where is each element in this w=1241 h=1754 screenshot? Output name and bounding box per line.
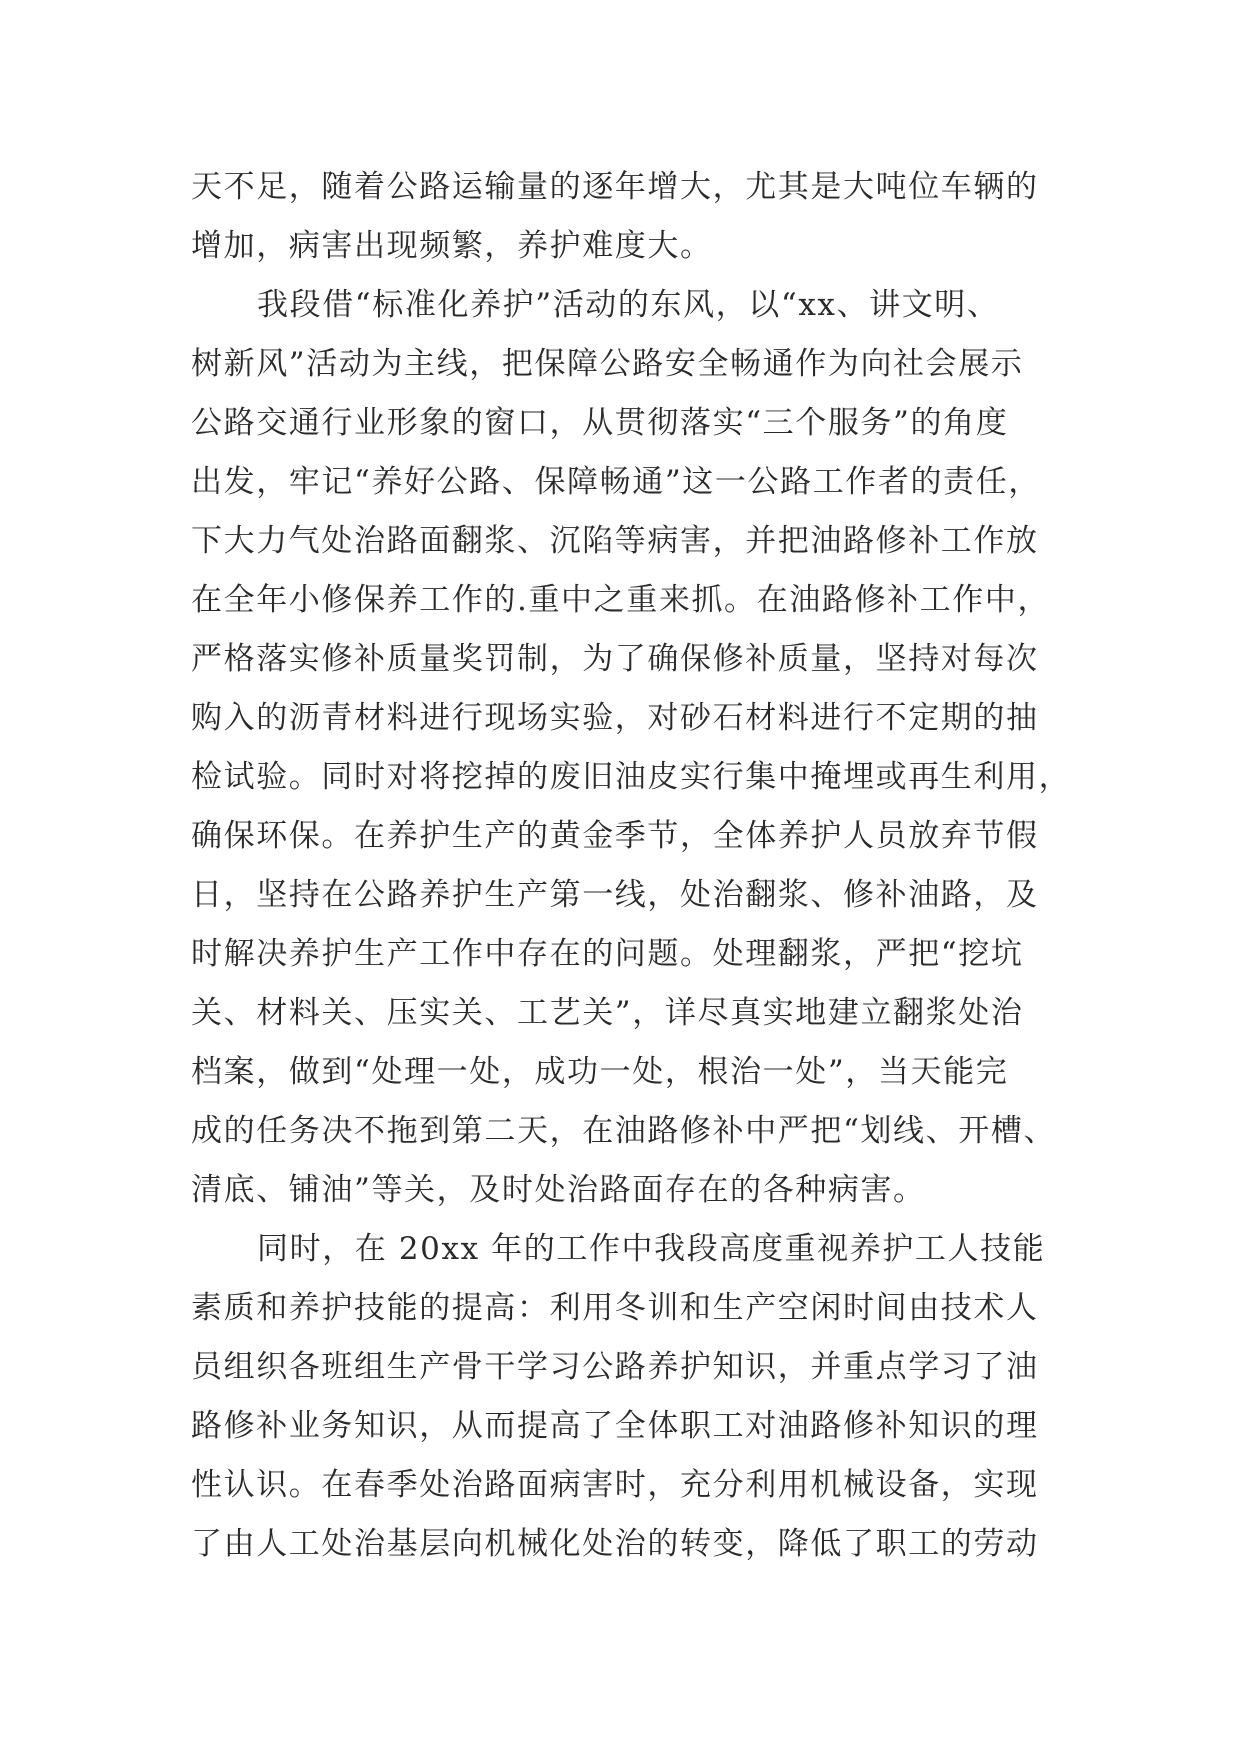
text-line: 路修补业务知识，从而提高了全体职工对油路修补知识的理 (191, 1408, 1039, 1444)
text-line: 确保环保。在养护生产的黄金季节，全体养护人员放弃节假 (191, 818, 1039, 854)
text-line: 购入的沥青材料进行现场实验，对砂石材料进行不定期的抽 (191, 700, 1039, 736)
text-line: 日，坚持在公路养护生产第一线，处治翻浆、修补油路，及 (191, 877, 1039, 913)
text-line: 严格落实修补质量奖罚制，为了确保修补质量，坚持对每次 (191, 641, 1039, 677)
text-line: 树新风”活动为主线，把保障公路安全畅通作为向社会展示 (191, 346, 1024, 382)
text-line: 性认识。在春季处治路面病害时，充分利用机械设备，实现 (191, 1467, 1039, 1503)
text-line: 素质和养护技能的提高：利用冬训和生产空闲时间由技术人 (191, 1290, 1039, 1326)
paragraph-first-line: 同时，在 20xx 年的工作中我段高度重视养护工人技能 (257, 1231, 1046, 1267)
text-line: 在全年小修保养工作的.重中之重来抓。在油路修补工作中， (191, 582, 1051, 618)
text-line: 员组织各班组生产骨干学习公路养护知识，并重点学习了油 (191, 1349, 1039, 1385)
text-line: 检试验。同时对将挖掉的废旧油皮实行集中掩埋或再生利用， (191, 759, 1072, 795)
text-line: 公路交通行业形象的窗口，从贯彻落实“三个服务”的角度 (191, 405, 1009, 441)
text-line: 天不足，随着公路运输量的逐年增大，尤其是大吨位车辆的 (191, 169, 1039, 205)
body-text (191, 158, 1071, 1574)
text-line: 了由人工处治基层向机械化处治的转变，降低了职工的劳动 (191, 1526, 1039, 1562)
text-line: 关、材料关、压实关、工艺关”，详尽真实地建立翻浆处治 (191, 995, 1024, 1031)
text-line: 增加，病害出现频繁，养护难度大。 (191, 228, 713, 264)
text-line: 出发，牢记“养好公路、保障畅通”这一公路工作者的责任， (191, 464, 1041, 500)
text-line: 档案，做到“处理一处，成功一处，根治一处”，当天能完 (191, 1054, 1009, 1090)
text-line: 清底、铺油”等关，及时处治路面存在的各种病害。 (191, 1172, 926, 1208)
text-line: 成的任务决不拖到第二天，在油路修补中严把“划线、开槽、 (191, 1113, 1057, 1149)
text-line: 时解决养护生产工作中存在的问题。处理翻浆，严把“挖坑 (191, 936, 1024, 972)
text-line: 下大力气处治路面翻浆、沉陷等病害，并把油路修补工作放 (191, 523, 1039, 559)
paragraph-first-line: 我段借“标准化养护”活动的东风，以“xx、讲文明、 (257, 287, 1000, 323)
